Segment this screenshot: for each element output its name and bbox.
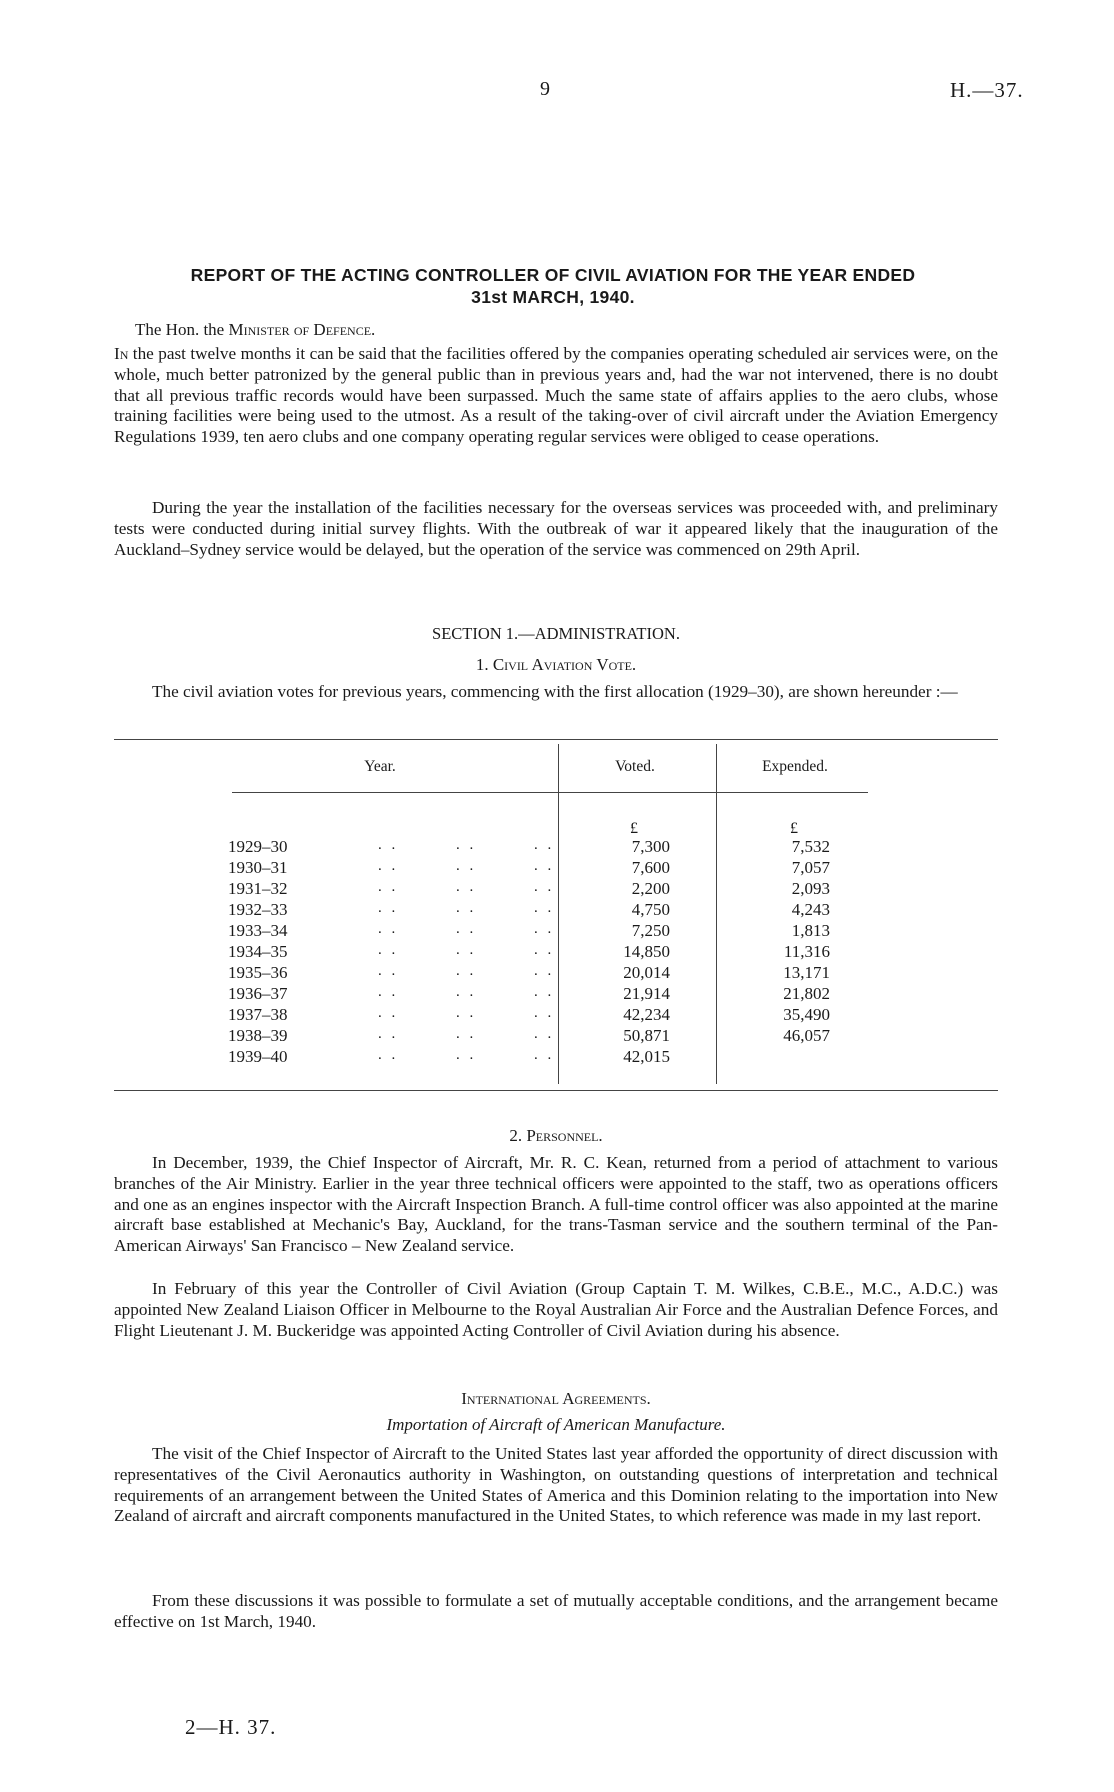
unit-voted: £ (630, 820, 638, 837)
signature-mark: 2—H. 37. (185, 1715, 277, 1739)
cell-voted: 14,850 (623, 942, 670, 961)
cell-year: 1930–31 (228, 858, 288, 877)
cell-year: 1934–35 (228, 942, 288, 961)
table-row (0, 942, 1114, 963)
report-title (108, 264, 998, 308)
cell-voted: 7,300 (631, 837, 670, 856)
cell-year: 1939–40 (228, 1047, 288, 1066)
header-expended: Expended. (762, 758, 828, 775)
cell-voted: 21,914 (623, 984, 670, 1003)
table-row (0, 921, 1114, 942)
intro-paragraph-1 (114, 344, 998, 448)
cell-expended: 7,057 (791, 858, 830, 877)
cell-dots: . . . . . . (378, 942, 555, 958)
cell-year: 1935–36 (228, 963, 288, 982)
cell-voted: 7,250 (631, 921, 670, 940)
cell-dots: . . . . . . (378, 921, 555, 937)
header-year: Year. (364, 758, 396, 775)
table-row (0, 1005, 1114, 1026)
table-row (0, 837, 1114, 858)
personnel-paragraph-1: In December, 1939, the Chief Inspector of Aircraft, Mr. R. C. Kean, returned from a period of attachment to various branches of the Air Ministry. Earlier in the year three technical officers were appointed to the staff, two as operations officers and one as an engines inspector with the Aircraft Inspection Branch. A full-time control officer was also appointed at the marine aircraft base established at Mechanic's Bay, Auckland, for the trans-Tasman service and the southern terminal of the Pan-American Airways' San Francisco – New Zealand service. (114, 1153, 998, 1256)
cell-expended: 4,243 (791, 900, 830, 919)
page-number: 9 (540, 78, 550, 100)
header-voted: Voted. (615, 758, 655, 775)
cell-voted: 50,871 (623, 1026, 670, 1045)
table-row (0, 900, 1114, 921)
table-row (0, 1026, 1114, 1047)
cell-dots: . . . . . . (378, 963, 555, 979)
salutation (135, 320, 375, 340)
unit-expended: £ (790, 820, 798, 837)
intro-lead-word: In (114, 344, 129, 363)
cell-expended: 1,813 (791, 921, 830, 940)
cell-year: 1937–38 (228, 1005, 288, 1024)
table-row (0, 879, 1114, 900)
personnel-paragraph-2: In February of this year the Controller of Civil Aviation (Group Captain T. M. Wilkes, C.B.E., M.C., A.D.C.) was appointed New Zealand Liaison Officer in Melbourne to the Royal Australian Air Force and the Australian Defence Forces, and Flight Lieutenant J. M. Buckeridge was appointed Acting Controller of Civil Aviation during his absence. (114, 1279, 998, 1340)
cell-dots: . . . . . . (378, 984, 555, 1000)
cell-dots: . . . . . . (378, 879, 555, 895)
cell-dots: . . . . . . (378, 1005, 555, 1021)
cell-voted: 4,750 (631, 900, 670, 919)
title-line-2: 31st MARCH, 1940. (471, 287, 635, 307)
cell-year: 1938–39 (228, 1026, 288, 1045)
cell-dots: . . . . . . (378, 1026, 555, 1042)
header-rule (232, 792, 868, 793)
salutation-office: Minister of Defence. (228, 320, 376, 339)
cell-expended: 35,490 (783, 1005, 830, 1024)
cell-year: 1932–33 (228, 900, 288, 919)
cell-year: 1931–32 (228, 879, 288, 898)
intro-paragraph-2: During the year the installation of the facilities necessary for the overseas services was proceeded with, and preliminary tests were conducted during initial survey flights. With the outbreak of war it appeared likely that the inauguration of the Auckland–Sydney service would be delayed, but the operation of the service was commenced on 29th April. (114, 498, 998, 559)
cell-voted: 42,015 (623, 1047, 670, 1066)
cell-expended: 11,316 (783, 942, 830, 961)
cell-dots: . . . . . . (378, 858, 555, 874)
agreements-heading: International Agreements. (461, 1389, 651, 1408)
cell-dots: . . . . . . (378, 1047, 555, 1063)
cell-year: 1933–34 (228, 921, 288, 940)
cell-expended: 21,802 (783, 984, 830, 1003)
cell-voted: 7,600 (631, 858, 670, 877)
cell-dots: . . . . . . (378, 837, 555, 853)
cell-expended: 46,057 (783, 1026, 830, 1045)
cell-year: 1936–37 (228, 984, 288, 1003)
personnel-heading: 2. Personnel. (509, 1126, 603, 1145)
cell-voted: 2,200 (631, 879, 670, 898)
table-row (0, 963, 1114, 984)
table-row (0, 984, 1114, 1005)
agreements-subheading: Importation of Aircraft of American Manufacture. (386, 1415, 726, 1434)
cell-expended: 13,171 (783, 963, 830, 982)
cell-voted: 42,234 (623, 1005, 670, 1024)
section-heading: SECTION 1.—ADMINISTRATION. (432, 624, 680, 643)
document-reference: H.—37. (950, 78, 1024, 102)
cell-year: 1929–30 (228, 837, 288, 856)
subsection-heading-vote: 1. Civil Aviation Vote. (475, 655, 637, 674)
table-bottom-rule (114, 1090, 998, 1091)
intro-p1-text: the past twelve months it can be said that the facilities offered by the companies operating scheduled air services were, on the whole, much better patronized by the general public than in previous years and, had the war not intervened, there is no doubt that all previous traffic records would have been surpassed. Much the same state of affairs applies to the aero clubs, whose training facilities were being used to the utmost. As a result of the taking-over of civil aircraft under the Aviation Emergency Regulations 1939, ten aero clubs and one company operating regular services were obliged to cease operations. (114, 344, 998, 447)
agreements-paragraph-2: From these discussions it was possible to formulate a set of mutually acceptable conditions, and the arrangement became effective on 1st March, 1940. (114, 1591, 998, 1631)
cell-expended: 7,532 (791, 837, 830, 856)
cell-voted: 20,014 (623, 963, 670, 982)
table-row (0, 858, 1114, 879)
vote-intro: The civil aviation votes for previous years, commencing with the first allocation (1929–30), are shown hereunder :— (152, 682, 958, 701)
title-line-1: REPORT OF THE ACTING CONTROLLER OF CIVIL AVIATION FOR THE YEAR ENDED (190, 265, 916, 285)
table-row (0, 1047, 1114, 1068)
table-top-rule (114, 739, 998, 740)
agreements-paragraph-1: The visit of the Chief Inspector of Aircraft to the United States last year afforded the opportunity of direct discussion with representatives of the Civil Aeronautics authority in Washington, on outstanding questions of interpretation and technical requirements of an arrangement between the United States of America and this Dominion relating to the importation into New Zealand of aircraft and aircraft components manufactured in the United States, to which reference was made in my last report. (114, 1444, 998, 1526)
cell-dots: . . . . . . (378, 900, 555, 916)
salutation-prefix: The Hon. the (135, 320, 229, 339)
cell-expended: 2,093 (791, 879, 830, 898)
